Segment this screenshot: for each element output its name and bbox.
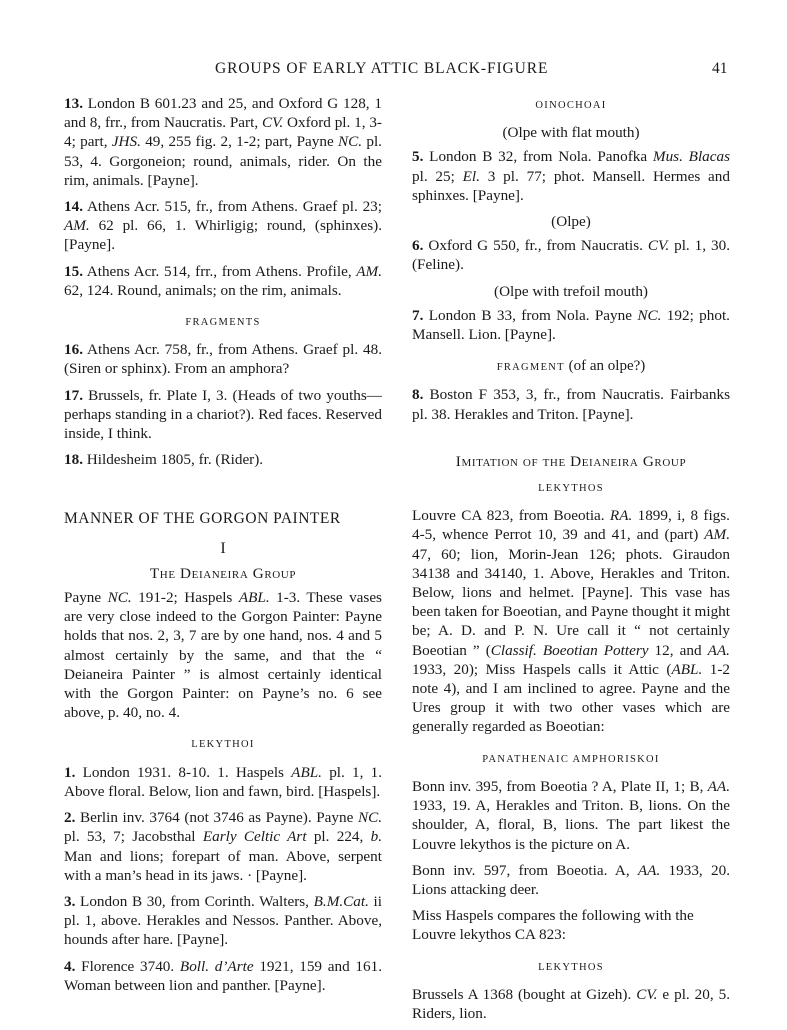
section-roman-numeral: I [220,539,226,557]
entry-text: 1933, 20. Lions attacking deer. [412,861,730,898]
imitation-title: Imitation of the Deianeira Group [455,452,687,470]
entry-ref: B.M.Cat. [313,892,369,910]
label-fragment-note: (of an olpe?) [564,358,646,375]
label-fragment-word: FRAGMENT [496,362,565,374]
entry-text: Brussels A 1368 (bought at Gizeh). [412,985,637,1003]
entry-ref: CV. [647,237,670,255]
entry-text: 62, 124. Round, animals; on the rim, animals. [64,281,342,299]
entry-text: Payne [64,589,108,607]
entry-text: Athens Acr. 758, fr., from Athens. Graef pl. 48. (Siren or sphinx). From an amphora? [64,341,382,378]
entry-text: London B 32, from Nola. Panofka [423,148,653,166]
section-title: MANNER OF THE GORGON PAINTER [64,510,341,528]
catalogue-entry-l4 [64,957,382,995]
entry-text: pl. 224, [306,828,371,846]
catalogue-entry-13 [64,94,382,190]
entry-text: London B 601.23 and 25, and Oxford G 128, 1 and 8, frr., from Naucratis. Part, [64,95,382,132]
entry-text: Bonn inv. 597, from Boeotia. A, [412,861,638,879]
entry-number: 5. [412,148,424,166]
entry-text: 12, and [648,641,708,659]
left-column [64,94,382,1002]
entry-text: Athens Acr. 514, frr., from Athens. Profile, [82,262,357,280]
entry-ref: ABL. [238,589,270,607]
bonn-597-entry [412,861,730,899]
entry-text: 1933, 19. A, Herakles and Triton. B, lions. On the shoulder, A, floral, B, lions. The part likest the Louvre lekythos is the picture on A. [412,797,730,853]
catalogue-entry-l2 [64,808,382,885]
running-title: GROUPS OF EARLY ATTIC BLACK-FIGURE [215,60,549,77]
entry-ref: NC. [357,809,382,827]
entry-number: 6. [412,237,424,255]
entry-text: Louvre CA 823, from Boeotia. [412,507,610,525]
entry-text: pl. 25; [412,167,463,185]
catalogue-entry-o6 [412,236,730,274]
entry-ref: RA. [609,507,633,525]
entry-text: Florence 3740. [75,957,180,975]
entry-ref: b. [370,828,382,846]
catalogue-entry-o7 [412,306,730,344]
entry-ref: Early Celtic Art [202,828,307,846]
group-intro [64,588,382,722]
entry-text: 3 pl. 77; phot. Mansell. Hermes and sphinxes. [Payne]. [412,167,730,204]
entry-ref: El. [462,167,480,185]
entry-text: 62 pl. 66, 1. Whirligig; round, (sphinxes). [Payne]. [64,217,382,254]
entry-text: 1933, 20); Miss Haspels calls it Attic ( [412,660,672,678]
catalogue-entry-14 [64,197,382,255]
label-panathenaic-amphoriskoi: PANATHENAIC AMPHORISKOI [482,753,660,765]
entry-ref: AM. [704,526,730,544]
entry-ref: AA. [707,777,730,795]
entry-ref: AA. [707,641,730,659]
entry-ref: AA. [637,861,661,879]
entry-text: Oxford G 550, fr., from Naucratis. [423,237,648,255]
entry-ref: JHS. [111,133,141,151]
entry-text: ii pl. 1, above. Herakles and Nessos. Panther. Above, hounds after hare. [Payne]. [64,892,382,949]
brussels-a-1368-entry [412,985,730,1023]
entry-text: Boston F 353, 3, fr., from Naucratis. Fairbanks pl. 38. Herakles and Triton. [Payne]. [412,386,730,423]
entry-ref: AM. [356,262,382,280]
entry-text: 1-2 note 4), and I am inclined to agree. Payne and the Ures group it with two other vases which are generally regarded as Boeotian: [412,660,731,736]
entry-text: Brussels, fr. Plate I, 3. (Heads of two youths—perhaps standing in a chariot?). Red faces. Reserved inside, I think. [64,386,382,443]
entry-number: 3. [64,892,76,910]
entry-text: 49, 255 fig. 2, 1-2; part, Payne [140,133,339,151]
entry-ref: ABL. [671,660,703,678]
group-title: The Deianeira Group [149,564,297,582]
entry-number: 7. [412,306,424,324]
catalogue-entry-l1 [64,763,382,801]
entry-text: 191-2; Haspels [131,589,239,607]
label-lekythos-2: LEKYTHOS [538,961,604,973]
bonn-395-entry [412,777,730,854]
entry-ref: CV. [261,114,284,132]
right-column [412,94,730,1030]
entry-number: 2. [64,809,76,827]
entry-number: 17. [64,386,83,404]
label-lekythos: LEKYTHOS [538,483,604,495]
entry-number: 14. [64,198,83,216]
entry-text: London B 33, from Nola. Payne [423,306,638,324]
entry-ref: NC. [637,306,662,324]
entry-ref: Classif. Boeotian Pottery [490,641,649,659]
entry-text: 47, 60; lion, Morin-Jean 126; phots. Giraudon 34138 and 34140, 1. Above, Herakles and Triton. Below, lions and helmet. [Payne]. This vase has been taken for Boeotian, and Payne thought it might be; A. D. and P. N. Ure call it “ not certainly Boeotian ” ( [412,545,730,659]
catalogue-entry-l3 [64,892,382,950]
entry-text: 1899, i, 8 figs. 4-5, whence Perrot 10, 39 and 41, and (part) [412,507,730,544]
label-oinochoai: OINOCHOAI [535,100,607,111]
entry-text: Man and lions; forepart of man. Above, serpent with a man’s head in its jaws. · [Payne]. [64,847,382,884]
entry-text: pl. 53, 7; Jacobsthal [64,828,203,846]
entry-ref: AM. [64,217,90,235]
label-lekythoi: LEKYTHOI [191,739,255,751]
subhead-olpe: (Olpe) [551,213,591,231]
entry-text: Athens Acr. 515, fr., from Athens. Graef pl. 23; [82,198,382,216]
running-head [0,60,787,82]
entry-number: 4. [64,957,76,975]
entry-ref: NC. [107,589,132,607]
entry-text: pl. 53, 4. Gorgoneion; round, animals, rider. On the rim, animals. [Payne]. [64,133,382,189]
catalogue-entry-15 [64,262,382,300]
subhead-olpe-flat-mouth: (Olpe with flat mouth) [502,124,640,142]
catalogue-entry-o8 [412,385,730,423]
entry-number: 16. [64,341,83,359]
entry-text: London 1931. 8-10. 1. Haspels [75,763,292,781]
page-number: 41 [712,60,728,77]
entry-text: 192; phot. Mansell. Lion. [Payne]. [412,306,730,344]
entry-text: pl. 1, 30. (Feline). [412,237,730,274]
entry-text: pl. 1, 1. Above floral. Below, lion and fawn, bird. [Haspels]. [64,763,382,800]
catalogue-entry-18 [64,450,382,469]
entry-number: 15. [64,262,83,280]
entry-ref: NC. [338,133,363,151]
entry-text: 1921, 159 and 161. Woman between lion and panther. [Payne]. [64,957,382,994]
label-fragment [412,357,730,377]
entry-number: 13. [64,95,83,112]
entry-text: London B 30, from Corinth. Walters, [75,892,314,910]
entry-ref: Mus. Blacas [652,148,731,166]
entry-ref: Boll. d’Arte [179,957,254,975]
entry-ref: ABL. [291,763,322,781]
entry-text: Berlin inv. 3764 (not 3746 as Payne). Payne [75,809,358,827]
catalogue-entry-o5 [412,147,730,205]
entry-number: 1. [64,763,76,781]
entry-number: 8. [412,386,424,404]
catalogue-entry-17 [64,386,382,444]
haspels-note: Miss Haspels compares the following with the Louvre lekythos CA 823: [412,907,694,944]
entry-ref: CV. [636,985,658,1003]
label-fragments: FRAGMENTS [185,317,261,329]
entry-text: e pl. 20, 5. Riders, lion. [412,985,730,1022]
louvre-ca-823-entry [412,506,730,736]
entry-text: Bonn inv. 395, from Boeotia ? A, Plate II, 1; B, [412,777,708,795]
entry-text: 1-3. These vases are very close indeed to the Gorgon Painter: Payne holds that nos. 2, 3, 7 are by one hand, nos. 4 and 5 almost certainly by the same, and that the “ Deianeira Painter ” is almost certainly identical with the Gorgon Painter: on Payne’s no. 6 see above, p. 40, no. 4. [64,589,382,722]
entry-text: Oxford pl. 1, 3-4; part, [64,114,382,151]
entry-text: Hildesheim 1805, fr. (Rider). [82,451,264,469]
subhead-olpe-trefoil-mouth: (Olpe with trefoil mouth) [494,282,648,300]
catalogue-entry-16 [64,340,382,378]
entry-number: 18. [64,451,83,469]
